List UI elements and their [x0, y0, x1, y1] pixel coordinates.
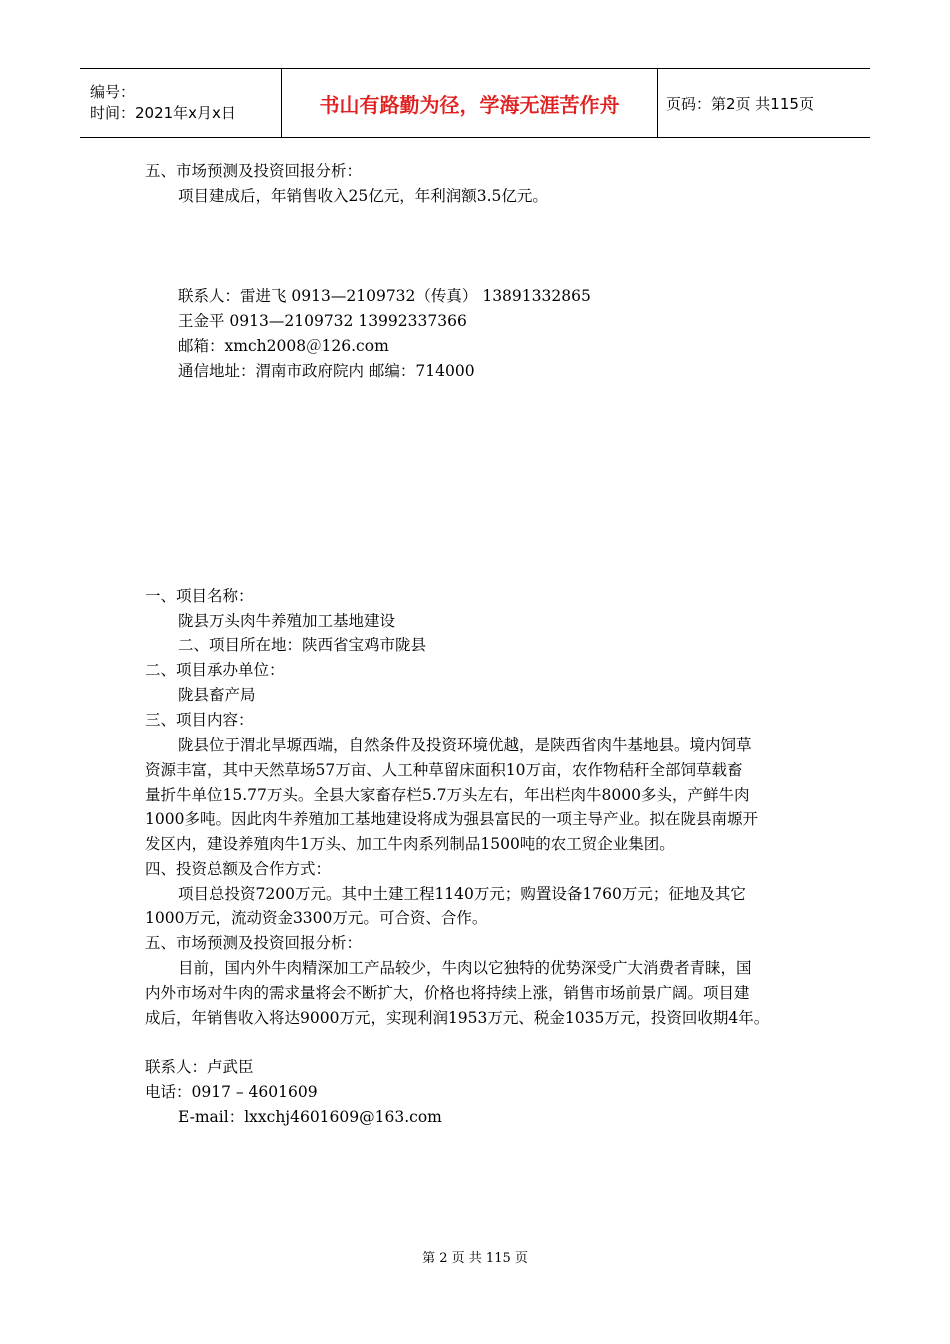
header-page-number: 页码：第2页 共115页 [666, 94, 814, 113]
project-location: 二、项目所在地：陕西省宝鸡市陇县 [178, 636, 427, 654]
section-heading-market-top: 五、市场预测及投资回报分析： [145, 162, 363, 180]
project-contact-email: E-mail：lxxchj4601609@163.com [178, 1108, 442, 1126]
content-paragraph-line: 发区内，建设养殖肉牛1万头、加工牛肉系列制品1500吨的农工贸企业集团。 [145, 835, 675, 853]
content-paragraph-line: 量折牛单位15.77万头。全县大家畜存栏5.7万头左右，年出栏肉牛8000多头，产鲜牛肉 [145, 786, 750, 804]
document-date: 时间：2021年x月x日 [90, 104, 236, 122]
content-paragraph-line: 资源丰富，其中天然草场57万亩、人工种草留床面积10万亩，农作物秸秆全部饲草载畜 [145, 761, 743, 779]
market-paragraph-line: 成后，年销售收入将达9000万元，实现利润1953万元、税金1035万元，投资回收期4年。 [145, 1009, 770, 1027]
footer-page-number: 第 2 页 共 115 页 [422, 1251, 528, 1266]
header-motto: 书山有路勤为径，学海无涯苦作舟 [319, 92, 620, 117]
project-org: 陇县畜产局 [178, 686, 256, 704]
document-number-label: 编号： [90, 83, 136, 101]
market-paragraph-line: 内外市场对牛肉的需求量将会不断扩大，价格也将持续上涨，销售市场前景广阔。项目建 [145, 984, 750, 1002]
contact-email: 邮箱：xmch2008＠126.com [178, 337, 389, 355]
header-motto-cell [282, 69, 658, 137]
section-heading-project-name: 一、项目名称： [145, 587, 254, 605]
section-heading-org: 二、项目承办单位： [145, 661, 285, 679]
section-heading-content: 三、项目内容： [145, 711, 254, 729]
project-contact-phone: 电话：0917 – 4601609 [145, 1083, 318, 1101]
project-contact-name: 联系人：卢武臣 [145, 1058, 254, 1076]
investment-paragraph-line: 项目总投资7200万元。其中土建工程1140万元；购置设备1760万元；征地及其它 [178, 885, 746, 903]
header-page-cell [658, 69, 870, 137]
market-paragraph-line: 目前，国内外牛肉精深加工产品较少，牛肉以它独特的优势深受广大消费者青睐，国 [178, 959, 752, 977]
contact-line-2: 王金平 0913—2109732 13992337366 [178, 312, 467, 330]
project-name: 陇县万头肉牛养殖加工基地建设 [178, 612, 396, 630]
section-heading-investment: 四、投资总额及合作方式： [145, 860, 332, 878]
section-heading-market: 五、市场预测及投资回报分析： [145, 934, 363, 952]
content-paragraph-line: 1000多吨。因此肉牛养殖加工基地建设将成为强县富民的一项主导产业。拟在陇县南塬开 [145, 810, 758, 828]
content-paragraph-line: 陇县位于渭北旱塬西端，自然条件及投资环境优越，是陕西省肉牛基地县。境内饲草 [178, 736, 752, 754]
contact-line-1: 联系人：雷进飞 0913—2109732（传真） 13891332865 [178, 287, 591, 305]
market-summary-text: 项目建成后，年销售收入25亿元，年利润额3.5亿元。 [178, 187, 548, 205]
header-left-cell [80, 69, 282, 137]
contact-address: 通信地址：渭南市政府院内 邮编：714000 [178, 362, 475, 380]
header-table [80, 68, 870, 138]
investment-paragraph-line: 1000万元，流动资金3300万元。可合资、合作。 [145, 909, 488, 927]
